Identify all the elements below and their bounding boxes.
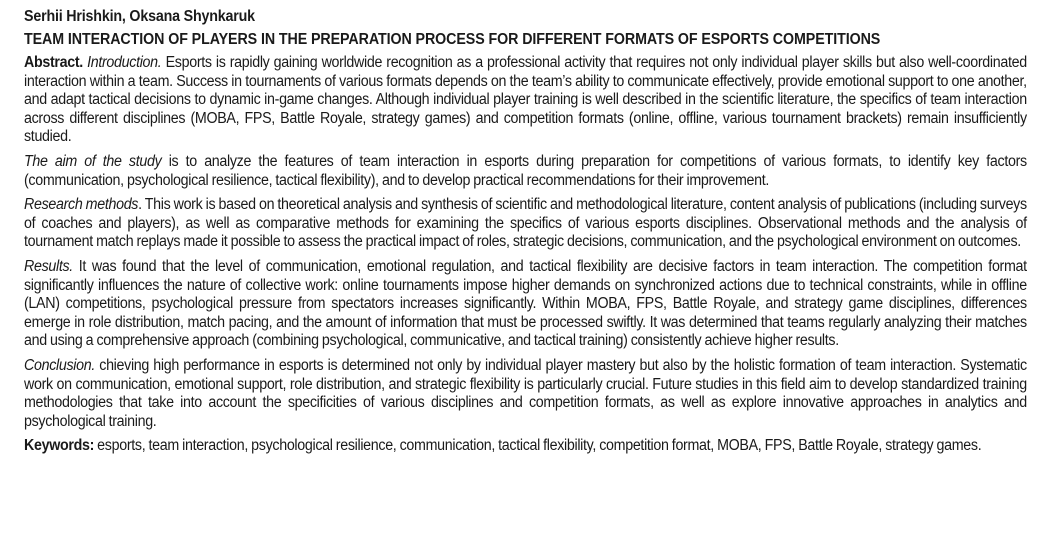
- conclusion-text: chieving high performance in esports is determined not only by individual player mastery but also by the holistic formation of team interaction. Systematic work on communication, emotional support, role distribution, and strategic flexibility is particularly crucial. Future studies in this field aim to develop standardized training methodologies that take into account the specificities of various disciplines and competition formats, as well as explore innovative approaches in analytics and psychological training.: [24, 356, 1027, 430]
- aim-label: The aim of the study: [24, 152, 162, 170]
- results-text: It was found that the level of communication, emotional regulation, and tactical flexibility are decisive factors in team interaction. The competition format significantly influences the nature of collective work: online tournaments impose higher demands on synchronized actions due to technical constraints, while in offline (LAN) competitions, psychological pressure from spectators increases significantly. Within MOBA, FPS, Battle Royale, and strategy game disciplines, differences emerge in role distribution, match pacing, and the amount of information that must be processed swiftly. It was determined that teams regularly analyzing their matches and using a comprehensive approach (combining psychological, communicative, and tactical training) consistently achieve higher results.: [24, 257, 1027, 350]
- abstract-results: [24, 258, 1027, 351]
- abstract-label: Abstract.: [24, 54, 83, 71]
- aim-text: is to analyze the features of team interaction in esports during preparation for competitions of various formats, to identify key factors (communication, psychological resilience, tactical flexibility), and to develop practical recommendations for their improvement.: [24, 152, 1027, 189]
- abstract-methods: [24, 196, 1027, 252]
- authors: Serhii Hrishkin, Oksana Shynkaruk: [24, 8, 255, 25]
- keywords-text: esports, team interaction, psychological resilience, communication, tactical flexibility, competition format, MOBA, FPS, Battle Royale, strategy games.: [94, 437, 982, 455]
- conclusion-label: Conclusion.: [24, 356, 95, 374]
- abstract-introduction: [24, 54, 1027, 147]
- abstract-conclusion: [24, 357, 1027, 431]
- introduction-label: Introduction.: [87, 54, 162, 71]
- paper-title: TEAM INTERACTION OF PLAYERS IN THE PREPARATION PROCESS FOR DIFFERENT FORMATS OF ESPORTS COMPETITIONS: [24, 31, 881, 48]
- abstract-aim: [24, 153, 1027, 190]
- introduction-text: Esports is rapidly gaining worldwide recognition as a professional activity that requires not only individual player skills but also well-coordinated interaction within a team. Success in tournaments of various formats depends on the team’s ability to communicate effectively, provide emotional support to one another, and adapt tactical decisions to dynamic in-game changes. Although individual player training is well described in the scientific literature, the specifics of team interaction across different disciplines (MOBA, FPS, Battle Royale, strategy games) and competition formats (online, offline, various tournament brackets) remain insufficiently studied.: [24, 54, 1027, 146]
- results-label: Results.: [24, 257, 73, 275]
- methods-text: . This work is based on theoretical analysis and synthesis of scientific and methodological literature, content analysis of publications (including surveys of coaches and players), as well as comparative methods for examining the specifics of various esports disciplines. Observational methods and the analysis of tournament match replays made it possible to assess the practical impact of roles, strategic decisions, communication, and the psychological environment on outcomes.: [24, 196, 1027, 251]
- methods-label: Research methods: [24, 196, 139, 214]
- keywords-label: Keywords:: [24, 437, 95, 455]
- abstract-keywords: [24, 437, 1027, 456]
